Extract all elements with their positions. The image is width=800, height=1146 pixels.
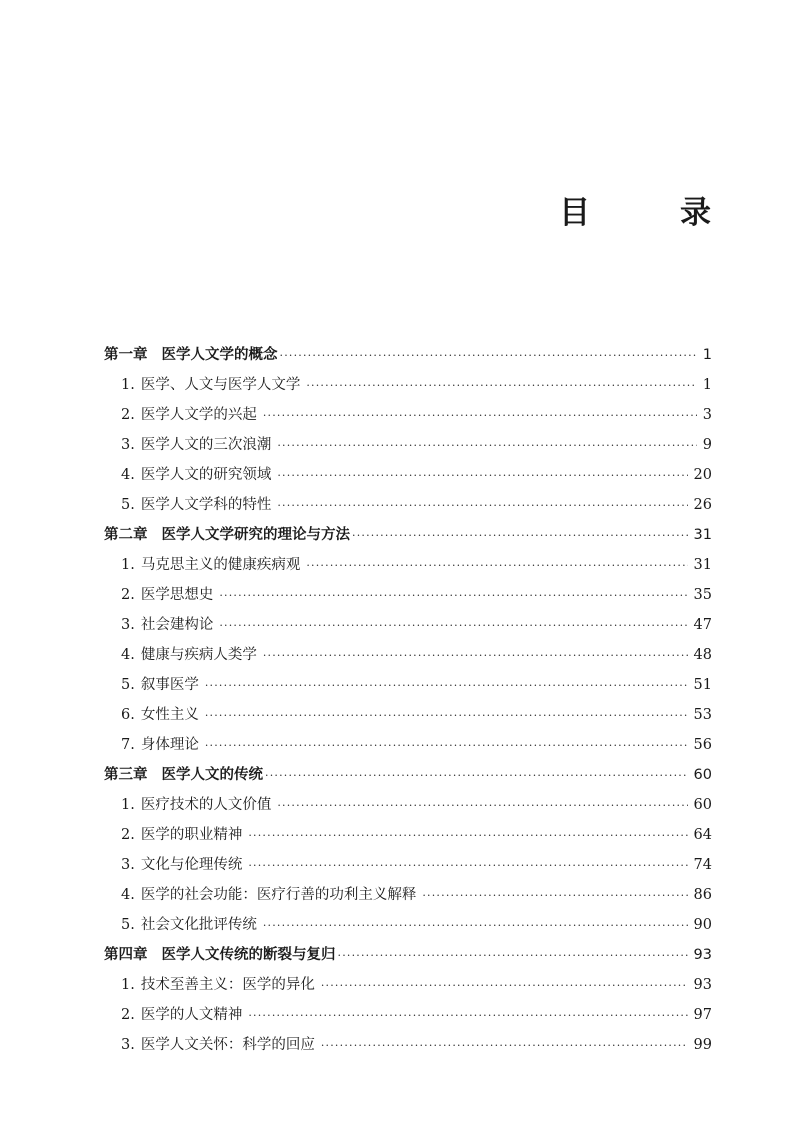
chapter-title: 医学人文学的概念 [161,347,278,363]
table-of-contents [104,340,712,1060]
section-title: 医学、人文与医学人文学 [140,377,301,393]
section-title: 医学的人文精神 [140,1007,243,1023]
chapter-title: 医学人文学研究的理论与方法 [161,527,350,543]
dot-leader [248,821,687,851]
section-title: 医学人文关怀：科学的回应 [140,1037,315,1053]
section-number: 4. [121,647,135,663]
section-number: 3. [121,1037,135,1053]
section-number: 5. [121,497,135,513]
dot-leader [277,491,687,521]
section-page-number: 56 [693,737,712,753]
toc-section-row[interactable] [104,670,712,700]
dot-leader [280,341,697,371]
dot-leader [219,611,687,641]
chapter-number: 第四章 [104,947,148,963]
section-page-number: 53 [693,707,712,723]
section-title: 医学人文学的兴起 [140,407,257,423]
section-title: 医学人文的研究领域 [140,467,272,483]
toc-chapter-row[interactable] [104,340,712,370]
chapter-page-number: 31 [693,527,712,543]
toc-chapter-row[interactable] [104,520,712,550]
section-number: 1. [121,557,135,573]
dot-leader [263,911,688,941]
toc-section-row[interactable] [104,880,712,910]
toc-section-row[interactable] [104,970,712,1000]
toc-section-row[interactable] [104,1000,712,1030]
toc-section-row[interactable] [104,430,712,460]
section-title: 健康与疾病人类学 [140,647,257,663]
section-page-number: 90 [693,917,712,933]
toc-section-row[interactable] [104,490,712,520]
section-page-number: 74 [693,857,712,873]
section-page-number: 31 [693,557,712,573]
dot-leader [219,581,687,611]
toc-section-row[interactable] [104,910,712,940]
toc-section-row[interactable] [104,850,712,880]
section-number: 4. [121,467,135,483]
toc-section-row[interactable] [104,700,712,730]
dot-leader [422,881,687,911]
section-number: 1. [121,377,135,393]
toc-section-row[interactable] [104,610,712,640]
section-page-number: 93 [693,977,712,993]
section-page-number: 64 [693,827,712,843]
section-page-number: 47 [693,617,712,633]
toc-chapter-row[interactable] [104,940,712,970]
section-number: 3. [121,617,135,633]
section-number: 2. [121,587,135,603]
chapter-page-number: 93 [693,947,712,963]
page-title: 目 录 [559,195,741,231]
dot-leader [263,641,688,671]
toc-section-row[interactable] [104,1030,712,1060]
dot-leader [277,791,687,821]
section-title: 医疗技术的人文价值 [140,797,272,813]
dot-leader [321,971,688,1001]
dot-leader [248,851,687,881]
section-number: 2. [121,1007,135,1023]
section-title: 医学的社会功能：医疗行善的功利主义解释 [140,887,417,903]
section-number: 7. [121,737,135,753]
toc-section-row[interactable] [104,730,712,760]
dot-leader [205,671,688,701]
toc-section-row[interactable] [104,580,712,610]
section-number: 5. [121,917,135,933]
section-title: 医学的职业精神 [140,827,243,843]
section-page-number: 60 [693,797,712,813]
dot-leader [277,461,687,491]
section-number: 1. [121,977,135,993]
dot-leader [306,551,687,581]
toc-section-row[interactable] [104,400,712,430]
toc-section-row[interactable] [104,370,712,400]
chapter-number: 第二章 [104,527,148,543]
section-title: 身体理论 [140,737,199,753]
chapter-title: 医学人文的传统 [161,767,263,783]
section-title: 社会文化批评传统 [140,917,257,933]
section-title: 社会建构论 [140,617,214,633]
section-title: 医学人文的三次浪潮 [140,437,272,453]
section-page-number: 97 [693,1007,712,1023]
dot-leader [321,1031,688,1061]
toc-section-row[interactable] [104,790,712,820]
section-page-number: 86 [693,887,712,903]
section-title: 医学思想史 [140,587,214,603]
dot-leader [205,701,688,731]
section-page-number: 99 [693,1037,712,1053]
section-page-number: 48 [693,647,712,663]
section-page-number: 26 [693,497,712,513]
toc-section-row[interactable] [104,640,712,670]
toc-section-row[interactable] [104,820,712,850]
section-number: 2. [121,827,135,843]
dot-leader [265,761,688,791]
section-title: 马克思主义的健康疾病观 [140,557,301,573]
dot-leader [205,731,688,761]
section-page-number: 35 [693,587,712,603]
section-page-number: 20 [693,467,712,483]
section-number: 3. [121,437,135,453]
dot-leader [306,371,696,401]
toc-section-row[interactable] [104,460,712,490]
dot-leader [352,521,688,551]
section-title: 技术至善主义：医学的异化 [140,977,315,993]
chapter-title: 医学人文传统的断裂与复归 [161,947,336,963]
section-number: 6. [121,707,135,723]
chapter-number: 第三章 [104,767,148,783]
section-title: 叙事医学 [140,677,199,693]
section-title: 文化与伦理传统 [140,857,243,873]
dot-leader [248,1001,687,1031]
section-number: 1. [121,797,135,813]
section-title: 医学人文学科的特性 [140,497,272,513]
section-page-number: 9 [702,437,712,453]
section-number: 3. [121,857,135,873]
section-number: 5. [121,677,135,693]
toc-chapter-row[interactable] [104,760,712,790]
section-page-number: 51 [693,677,712,693]
dot-leader [263,401,697,431]
chapter-page-number: 1 [702,347,712,363]
section-title: 女性主义 [140,707,199,723]
toc-section-row[interactable] [104,550,712,580]
section-number: 2. [121,407,135,423]
dot-leader [277,431,696,461]
chapter-page-number: 60 [693,767,712,783]
section-page-number: 1 [702,377,712,393]
section-number: 4. [121,887,135,903]
section-page-number: 3 [702,407,712,423]
dot-leader [338,941,688,971]
chapter-number: 第一章 [104,347,148,363]
